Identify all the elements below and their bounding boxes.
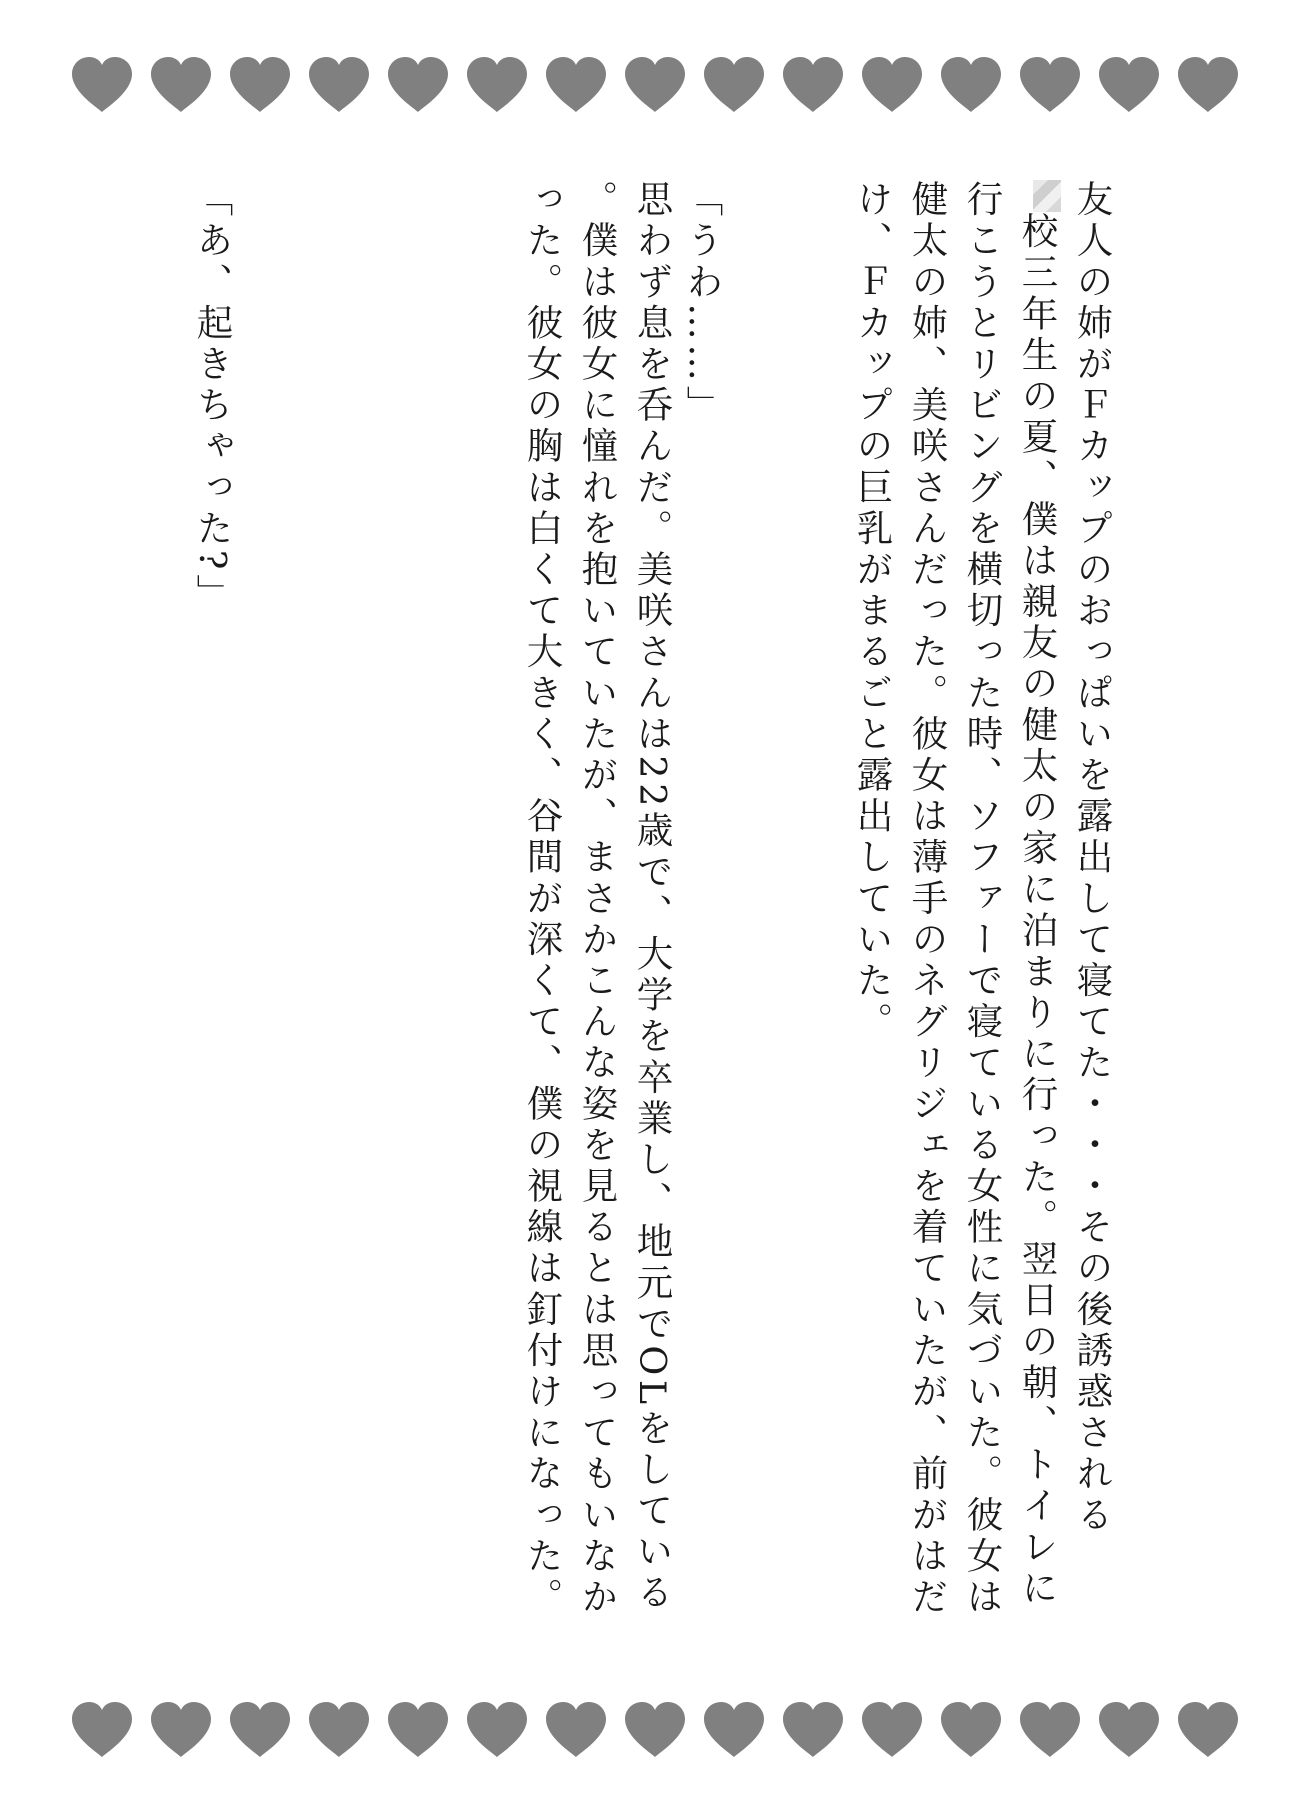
heart-icon <box>702 55 766 115</box>
heart-icon <box>781 1700 845 1760</box>
paragraph-1-text: 校三年生の夏、僕は親友の健太の家に泊まりに行った。翌日の朝、トイレに行こうとリビングを横切った時、ソファーで寝ている女性に気づいた。彼女は健太の姉、美咲さんだった。彼女は薄手のネグリジェを着ていたが、前がはだけ、Ｆカップの巨乳がまるごと露出していた。 <box>851 180 1059 1619</box>
heart-icon <box>544 55 608 115</box>
heart-icon <box>544 1700 608 1760</box>
heart-icon <box>1176 55 1240 115</box>
story-text-area <box>191 180 1120 1660</box>
heart-icon <box>1176 1700 1240 1760</box>
heart-icon <box>228 55 292 115</box>
heart-icon <box>465 55 529 115</box>
heart-icon <box>623 55 687 115</box>
heart-icon <box>386 55 450 115</box>
heart-icon <box>307 1700 371 1760</box>
story-title-line: 友人の姉がＦカップのおっぱいを露出して寝てた・・・その後誘惑される <box>1071 180 1114 1537</box>
heart-icon <box>860 55 924 115</box>
dialogue-line-2: 「あ、起きちゃった?」 <box>191 180 234 616</box>
heart-icon <box>228 1700 292 1760</box>
story-paragraph-2: 思わず息を呑んだ。美咲さんは22歳で、大学を卒業し、地元でOLをしている。僕は彼女に憧れを抱いていたが、まさかこんな姿を見るとは思ってもいなかった。彼女の胸は白くて大きく、谷間が深くて、僕の視線は釘付けになった。 <box>521 180 674 1619</box>
dialogue-line-1: 「うわ……」 <box>681 180 724 427</box>
heart-icon <box>149 55 213 115</box>
heart-icon <box>1097 1700 1161 1760</box>
bottom-heart-border <box>70 1695 1240 1765</box>
heart-icon <box>386 1700 450 1760</box>
heart-icon <box>1018 55 1082 115</box>
heart-icon <box>702 1700 766 1760</box>
heart-icon <box>465 1700 529 1760</box>
heart-icon <box>70 1700 134 1760</box>
heart-icon <box>939 55 1003 115</box>
top-heart-border <box>70 50 1240 120</box>
heart-icon <box>70 55 134 115</box>
heart-icon <box>781 55 845 115</box>
heart-icon <box>623 1700 687 1760</box>
censored-character <box>1033 180 1061 212</box>
heart-icon <box>1018 1700 1082 1760</box>
heart-icon <box>307 55 371 115</box>
heart-icon <box>1097 55 1161 115</box>
heart-icon <box>939 1700 1003 1760</box>
heart-icon <box>860 1700 924 1760</box>
story-paragraph-1 <box>845 180 1120 1650</box>
heart-icon <box>149 1700 213 1760</box>
